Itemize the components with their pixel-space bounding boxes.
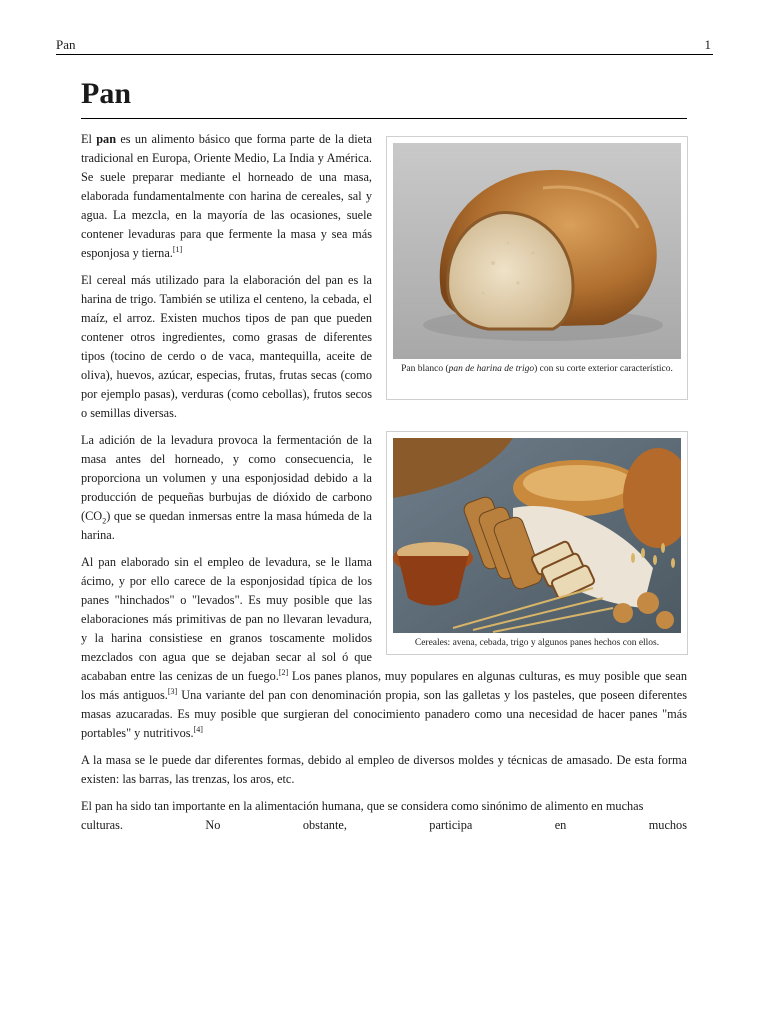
article-title: Pan — [81, 77, 132, 110]
paragraph-last-line: culturas. No obstante, participa en muchos — [81, 818, 687, 832]
citation-link[interactable]: [3] — [167, 686, 178, 696]
citation-link[interactable]: [1] — [172, 244, 183, 254]
paragraph: El pan ha sido tan importante en la alimentación humana, que se considera como sinónimo de alimento en muchas — [81, 799, 644, 813]
figure-caption: Cereales: avena, cebada, trigo y algunos panes hechos con ellos. — [414, 638, 660, 648]
paragraph: El cereal más utilizado para la elaboración del pan es la harina de trigo. También se utiliza el centeno, la cebada, el maíz, el arroz. Existen muchos tipos de pan que pueden contener otros ingredientes, como grasas de diferentes tipos (tocino de cerdo o de vaca, mantequilla, aceite de oliva), huevos, azúcar, especias, frutas, frutas secas (como por ejemplo pasas), verduras (como cebollas), frutos secos o semillas diversas. — [81, 273, 372, 420]
paragraph: El pan es un alimento básico que forma parte de la dieta tradicional en Europa, Oriente Medio, La India y América. Se suele preparar mediante el horneado de una masa, elaborada fundamentalmente con harina de cereales, sal y agua. La mezcla, en la mayoría de las ocasiones, suele contener levaduras para que fermente la masa y sea más esponjosa y tierna.[1] — [81, 132, 372, 260]
citation-link[interactable]: [4] — [193, 724, 203, 734]
article-body — [81, 130, 687, 835]
figure-white-bread — [386, 136, 688, 400]
running-header — [56, 38, 713, 55]
citation-link[interactable]: [2] — [278, 667, 289, 677]
figure-caption: Pan blanco (pan de harina de trigo) con su corte exterior característico. — [401, 364, 673, 374]
title-divider — [81, 118, 687, 119]
cereals-and-breads-photo — [393, 438, 681, 633]
page-number: 1 — [704, 37, 711, 52]
header-title: Pan — [56, 37, 76, 52]
paragraph: Al pan elaborado sin el empleo de levadura, se le llama ácimo, y por ello carece de la esponjosidad típica de los panes "hinchados" o "levados". Es muy posible que las elaboraciones más primitivas de pan no llevaran levadura, y la harina consistiese en granos toscamente molidos mezclados con agua que se dejaban secar al sol ó que acababan entre las cenizas de un fuego.[2] Los panes planos, muy populares en algunas culturas, es muy posible que sean los más antiguos.[3] Una variante del pan con denominación propia, son las galletas y los pasteles, que poseen diferentes masas azucaradas. Es muy posible que surgieran del conocimiento panadero como una necesidad de hacer panes "más portables" y nutritivos.[4] — [81, 555, 687, 740]
paragraph: La adición de la levadura provoca la fermentación de la masa antes del horneado, y como consecuencia, le proporciona un volumen y una esponjosidad debido a la producción de pequeñas burbujas de dióxido de carbono $(CO_2)$ que se quedan inmersas entre la masa húmeda de la harina. — [81, 433, 372, 542]
paragraph: A la masa se le puede dar diferentes formas, debido al empleo de diversos moldes y técnicas de amasado. De esta forma existen: las barras, las trenzas, los aros, etc. — [81, 753, 687, 786]
white-bread-photo — [393, 143, 681, 359]
figure-cereals — [386, 431, 688, 655]
